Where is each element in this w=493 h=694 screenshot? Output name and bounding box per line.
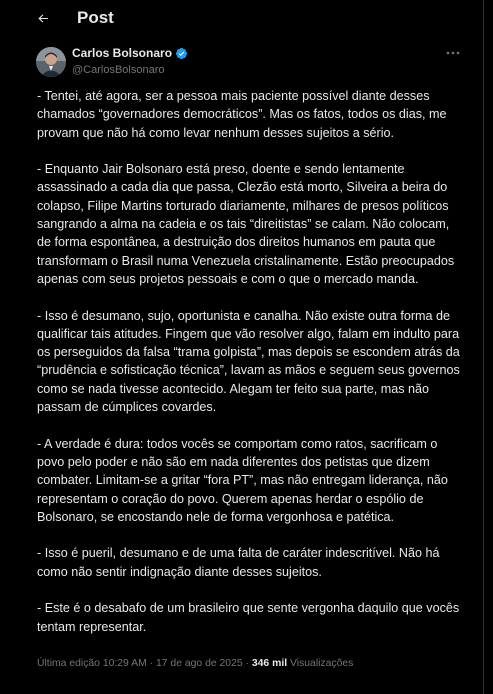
more-options-button[interactable]	[442, 46, 464, 60]
top-bar	[0, 0, 484, 36]
post-paragraph: - Isso é desumano, sujo, oportunista e canalha. Não existe outra forma de qualificar tais atitudes. Fingem que vão resolver algo, falam em indulto para os perseguidos da falsa “trama golpista”, mas depois se escondem atrás da “prudência e sofisticação técnica”, lavam as mãos e seguem seus governos como se nada tivesse acontecido. Alegam ter feito sua parte, mas não passam de cúmplices covardes.	[37, 308, 460, 415]
post-paragraph: - Enquanto Jair Bolsonaro está preso, doente e sendo lentamente assassinado a cada dia que passa, Clezão está morto, Silveira a beira do colapso, Filipe Martins torturado diariamente, milhares de presos políticos sangrando a alma na cadeia e os tais “direitistas” se calam. Não colocam, de forma espontânea, a destruição dos direitos humanos em pauta que transformam o Brasil numa Venezuela cristalinamente. Estão preocupados apenas com seus projetos pessoais e com o que o mercado manda.	[37, 162, 455, 286]
author-name-row	[72, 46, 188, 61]
arrow-left-icon	[36, 12, 50, 25]
post-paragraph: - Isso é pueril, desumano e de uma falta de caráter indescritível. Não há como não sentir indignação diante desses sujeitos.	[37, 546, 440, 579]
views-label: Visualizações	[287, 658, 354, 669]
edited-timestamp[interactable]: Última edição 10:29 AM · 17 de ago de 2025 ·	[37, 658, 252, 669]
more-horizontal-icon	[446, 51, 460, 55]
post-paragraph: - A verdade é dura: todos vocês se comportam como ratos, sacrificam o povo pelo poder e não são em nada diferentes dos petistas que dizem combater. Limitam-se a gritar “fora PT”, mas não entregam liderança, não representam o coração do povo. Querem apenas herdar o espólio de Bolsonaro, se encostando nele de forma vergonhosa e patética.	[37, 436, 448, 524]
author-name[interactable]: Carlos Bolsonaro	[72, 46, 173, 60]
post-meta	[37, 657, 353, 671]
avatar[interactable]	[36, 47, 66, 77]
page-title: Post	[77, 8, 114, 27]
back-button[interactable]	[28, 4, 58, 32]
post-paragraph: - Este é o desabafo de um brasileiro que sente vergonha daquilo que vocês tentam representar.	[37, 601, 460, 634]
author-handle[interactable]: @CarlosBolsonaro	[72, 64, 165, 76]
verified-badge-icon	[175, 47, 188, 60]
post-paragraph: - Tentei, até agora, ser a pessoa mais paciente possível diante desses chamados “governadores democráticos”. Mas os fatos, todos os dias, me provam que não há como levar nenhum desses sujeitos a sério.	[37, 89, 447, 140]
views-count: 346 mil	[251, 658, 288, 669]
post-text	[37, 87, 463, 654]
